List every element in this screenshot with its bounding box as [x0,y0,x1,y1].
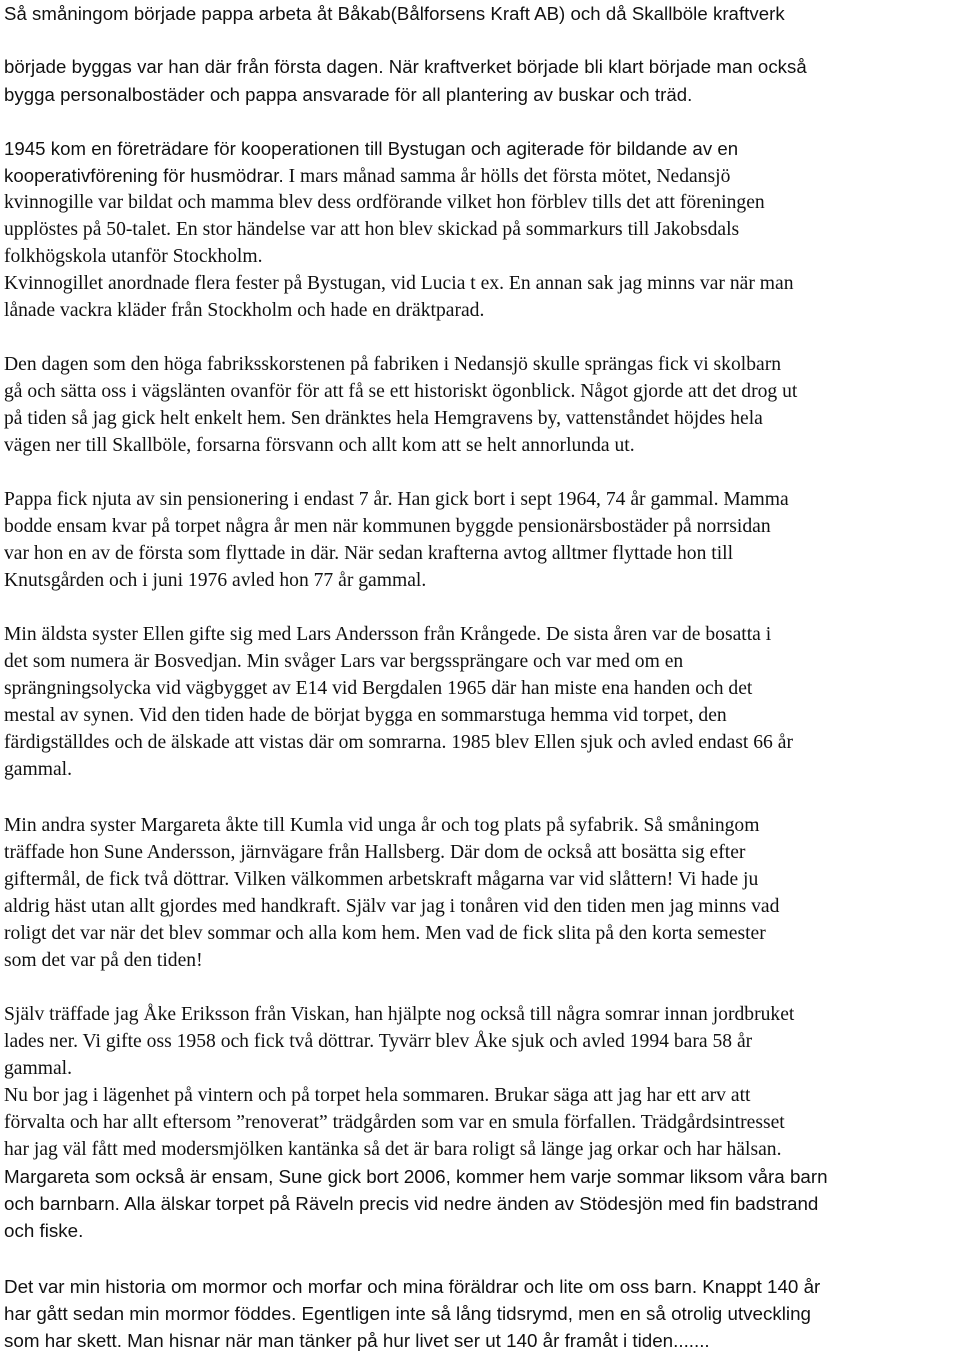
text-segment: I mars månad samma år hölls det första mötet, Nedansjö [283,166,731,187]
text-line: 1945 kom en företrädare för kooperationen till Bystugan och agiterade för bildande av en [4,138,739,159]
text-line-mixed [4,164,730,188]
text-line: kvinnogille var bildat och mamma blev dess ordförande vilket hon förblev tills det att föreningen [4,192,765,213]
text-line: bodde ensam kvar på torpet några år men när kommunen byggde pensionärsbostäder på norrsidan [4,516,771,537]
text-line: det som numera är Bosvedjan. Min svåger Lars var bergssprängare och var med om en [4,651,684,672]
text-line: färdigställdes och de älskade att vistas där om somrarna. 1985 blev Ellen sjuk och avled endast 66 år [4,732,793,753]
text-line: som har skett. Man hisnar när man tänker på hur livet ser ut 140 år framåt i tiden....... [4,1330,710,1351]
text-line: lånade vackra kläder från Stockholm och hade en dräktparad. [4,300,485,321]
text-line: började byggas var han där från första dagen. När kraftverket började bli klart började man också [4,56,807,77]
text-line: träffade hon Sune Andersson, järnvägare från Hallsberg. Där dom de också att bosätta sig efter [4,842,746,863]
text-line: Själv träffade jag Åke Eriksson från Viskan, han hjälpte nog också till några somrar innan jordbruket [4,1004,795,1025]
text-line: och fiske. [4,1220,84,1241]
text-line: och barnbarn. Alla älskar torpet på Räveln precis vid nedre änden av Stödesjön med fin badstrand [4,1193,819,1214]
text-line: Pappa fick njuta av sin pensionering i endast 7 år. Han gick bort i sept 1964, 74 år gammal. Mamma [4,489,789,510]
text-line: var hon en av de första som flyttade in där. När sedan krafterna avtog alltmer flyttade hon till [4,543,734,564]
text-line: folkhögskola utanför Stockholm. [4,246,263,267]
text-line: Den dagen som den höga fabriksskorstenen på fabriken i Nedansjö skulle sprängas fick vi skolbarn [4,354,782,375]
text-line: har gått sedan min mormor föddes. Egentligen inte så lång tidsrymd, men en så otrolig utveckling [4,1303,811,1324]
text-line: Så småningom började pappa arbeta åt Båkab(Bålforsens Kraft AB) och då Skallböle kraftverk [4,3,785,24]
text-line: roligt det var när det blev sommar och alla kom hem. Men vad de fick slita på den korta semester [4,923,766,944]
text-line: Margareta som också är ensam, Sune gick bort 2006, kommer hem varje sommar liksom våra barn [4,1166,828,1187]
text-line: gå och sätta oss i vägslänten ovanför för att få se ett historiskt ögonblick. Något gjorde att det drog ut [4,381,798,402]
text-line: Min äldsta syster Ellen gifte sig med Lars Andersson från Krångede. De sista åren var de bosatta i [4,624,772,645]
text-line: gammal. [4,1058,73,1079]
text-line: förvalta och har allt eftersom ”renoverat” trädgården som var en smula förfallen. Trädgårdsintresset [4,1112,785,1133]
text-line: på tiden så jag gick helt enkelt hem. Sen dränktes hela Hemgravens by, vattenståndet höjdes hela [4,408,763,429]
text-line: Kvinnogillet anordnade flera fester på Bystugan, vid Lucia t ex. En annan sak jag minns var när man [4,273,794,294]
text-line: upplöstes på 50-talet. En stor händelse var att hon blev skickad på sommarkurs till Jakobsdals [4,219,740,240]
text-line: aldrig häst utan allt gjordes med handkraft. Själv var jag i tonåren vid den tiden men jag minns vad [4,896,780,917]
text-line: giftermål, de fick två döttrar. Vilken välkommen arbetskraft mågarna var vid slåttern! Vi hade ju [4,869,759,890]
text-line: mestal av synen. Vid den tiden hade de börjat bygga en sommarstuga hemma vid torpet, den [4,705,727,726]
text-line: bygga personalbostäder och pappa ansvarade för all plantering av buskar och träd. [4,84,693,105]
text-line: vägen ner till Skallböle, forsarna försvann och allt kom att se helt annorlunda ut. [4,435,635,456]
text-line: Min andra syster Margareta åkte till Kumla vid unga år och tog plats på syfabrik. Så småningom [4,815,760,836]
text-line: lades ner. Vi gifte oss 1958 och fick två döttrar. Tyvärr blev Åke sjuk och avled 1994 bara 58 år [4,1031,753,1052]
text-line: Det var min historia om mormor och morfar och mina föräldrar och lite om oss barn. Knappt 140 år [4,1276,821,1297]
text-line: gammal. [4,759,73,780]
text-line: som det var på den tiden! [4,950,203,971]
text-line: Knutsgården och i juni 1976 avled hon 77 år gammal. [4,570,427,591]
text-line: Nu bor jag i lägenhet på vintern och på torpet hela sommaren. Brukar säga att jag har ett arv att [4,1085,751,1106]
text-line: har jag väl fått med modersmjölken kantänka så det är bara roligt så länge jag orkar och har hälsan. [4,1139,782,1160]
text-line: sprängningsolycka vid vägbygget av E14 vid Bergdalen 1965 där han miste ena handen och det [4,678,753,699]
text-segment: kooperativförening för husmödrar. [4,165,284,186]
